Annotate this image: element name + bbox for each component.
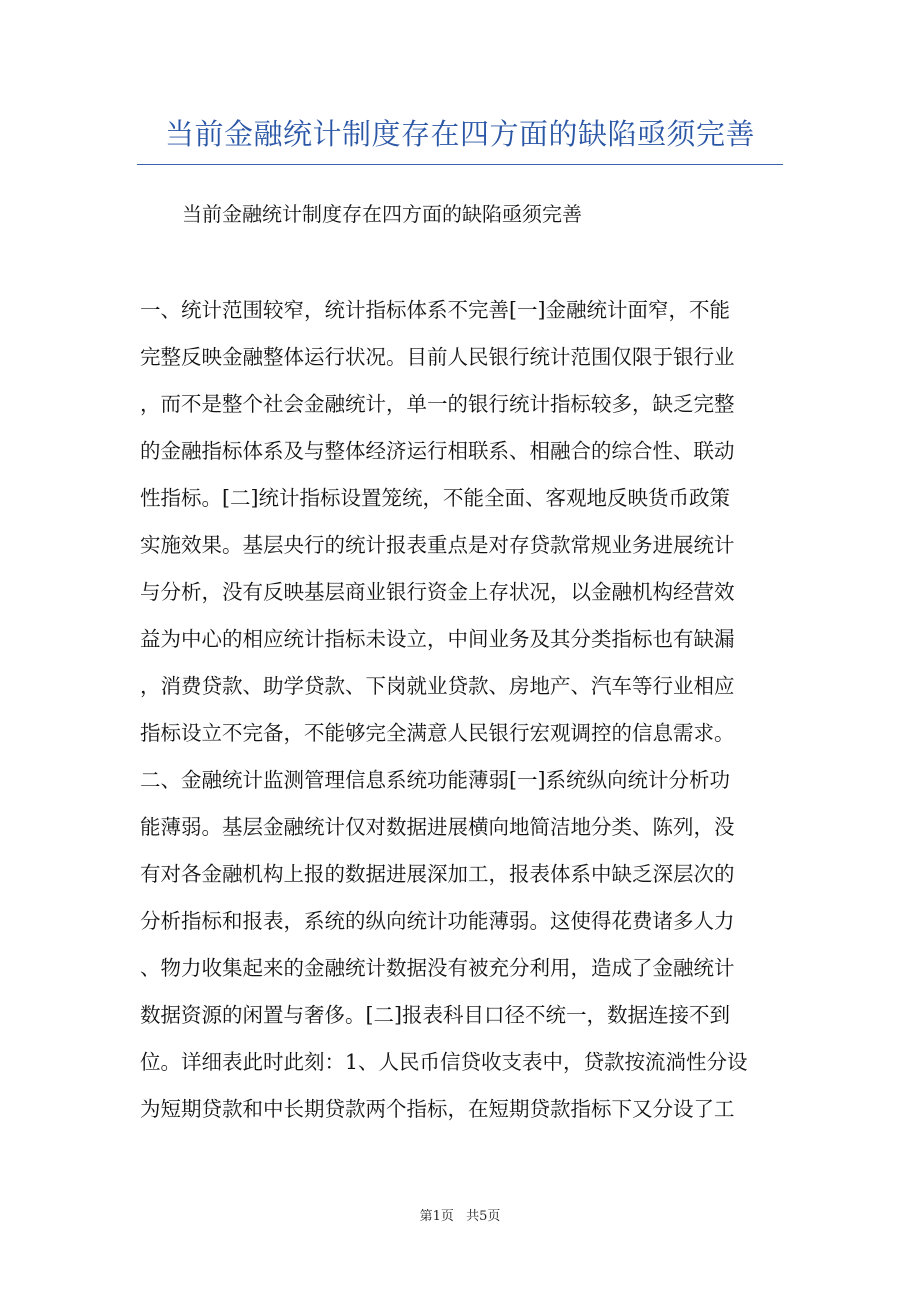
body-line: ，消费贷款、助学贷款、下岗就业贷款、房地产、汽车等行业相应 (140, 674, 735, 698)
body-line: 的金融指标体系及与整体经济运行相联系、相融合的综合性、联动 (140, 439, 735, 463)
body-line: 分析指标和报表，系统的纵向统计功能薄弱。这使得花费诸多人力 (140, 909, 735, 933)
body-line: ，而不是整个社会金融统计，单一的银行统计指标较多，缺乏完整 (140, 392, 735, 416)
body-line: 与分析，没有反映基层商业银行资金上存状况，以金融机构经营效 (140, 580, 735, 604)
body-line: 性指标。[二]统计指标设置笼统，不能全面、客观地反映货币政策 (140, 486, 730, 510)
body-line: 数据资源的闲置与奢侈。[二]报表科目口径不统一，数据连接不到 (140, 1003, 730, 1027)
body-line: 完整反映金融整体运行状况。目前人民银行统计范围仅限于银行业 (140, 345, 735, 369)
page-footer (0, 1208, 920, 1226)
body-line: 二、金融统计监测管理信息系统功能薄弱[一]系统纵向统计分析功 (140, 768, 730, 792)
page-number: 第1页 (419, 1209, 454, 1224)
body-line: 、物力收集起来的金融统计数据没有被充分利用，造成了金融统计 (140, 956, 735, 980)
document-subtitle: 当前金融统计制度存在四方面的缺陷亟须完善 (182, 202, 582, 226)
page-total: 共5页 (466, 1209, 501, 1224)
document-title: 当前金融统计制度存在四方面的缺陷亟须完善 (164, 117, 755, 151)
body-line: 指标设立不完备，不能够完全满意人民银行宏观调控的信息需求。 (140, 721, 735, 745)
body-line: 实施效果。基层央行的统计报表重点是对存贷款常规业务进展统计 (140, 533, 735, 557)
body-line: 能薄弱。基层金融统计仅对数据进展横向地简洁地分类、陈列，没 (140, 815, 735, 839)
body-line: 益为中心的相应统计指标未设立，中间业务及其分类指标也有缺漏 (140, 627, 735, 651)
title-divider (137, 164, 783, 165)
body-line: 位。详细表此时此刻：1、人民币信贷收支表中，贷款按流淌性分设 (140, 1050, 748, 1074)
body-line: 一、统计范围较窄，统计指标体系不完善[一]金融统计面窄，不能 (140, 298, 730, 322)
body-line: 有对各金融机构上报的数据进展深加工，报表体系中缺乏深层次的 (140, 862, 735, 886)
body-line: 为短期贷款和中长期贷款两个指标，在短期贷款指标下又分设了工 (140, 1097, 735, 1121)
